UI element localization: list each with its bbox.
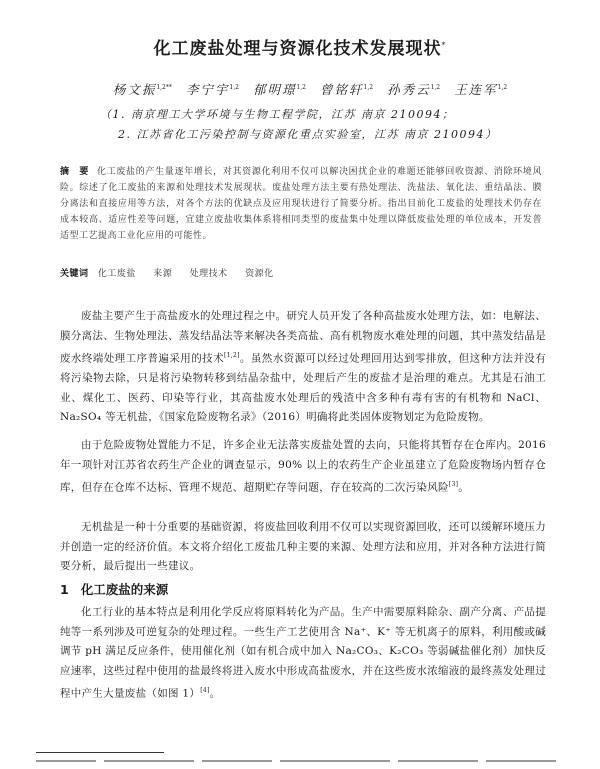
- abstract: [60, 164, 542, 244]
- keywords: [60, 266, 542, 279]
- paper-title-text: 化工废盐处理与资源化技术发展现状: [153, 39, 442, 59]
- author: 李宁宇$^{1,2}$: [185, 82, 239, 97]
- author-list: [40, 80, 580, 98]
- section-title: 化工废盐的来源: [80, 582, 169, 597]
- affiliation-2: 2. 江苏省化工污染控制与资源化重点实验室，江苏 南京 210094）: [118, 128, 498, 141]
- paragraph-2: 由于危险废物处置能力不足，许多企业无法落实废盐处置的去向，只能将其暂存在仓库内。2016 年一项针对江苏省农药生产企业的调查显示，90% 以上的农药生产企业虽建立了危险废物场内暂存仓库，但存在仓库不达标、管理不规范、超期贮存等问题，存在较高的二次污染风险[3]。: [60, 439, 546, 494]
- paragraph-4: 化工行业的基本特点是利用化学反应将原料转化为产品。生产中需要原料除杂、副产分离、产品提纯等一系列涉及可逆复杂的处理过程。一些生产工艺使用含 Na⁺、K⁺ 等无机离子的原料，利用酸或碱调节 pH 满足反应条件，使用催化剂（如有机合成中加入 Na₂CO₃、K₂CO₃ 等弱碱盐催化剂）加快反应速率，这些过程中使用的盐最终将进入废水中形成高盐废水，并在这些废水浓缩液的最终蒸发处理过程中产生大量废盐（如图 1）[4]。: [60, 606, 546, 700]
- section-heading: [60, 580, 168, 598]
- author: 杨文振$^{1,2**}$: [112, 82, 172, 97]
- keyword: 处理技术: [189, 269, 228, 279]
- keyword: 化工废盐: [97, 269, 136, 279]
- paragraph-3: 无机盐是一种十分重要的基础资源，将废盐回收利用不仅可以实现资源回收，还可以缓解环境压力并创造一定的经济价值。本文将介绍化工废盐几种主要的来源、处理方法和应用，并对各种方法进行简要分析，最后提出一些建议。: [60, 521, 546, 572]
- keyword: 来源: [153, 269, 173, 279]
- keyword: 资源化: [245, 269, 274, 279]
- author: 孙秀云$^{1,2}$: [387, 82, 441, 97]
- keywords-label: 关键词: [60, 269, 89, 279]
- citation[interactable]: [3]: [448, 481, 459, 488]
- author: 郁明璟$^{1,2}$: [252, 82, 306, 97]
- footnote-area: [36, 760, 566, 769]
- citation[interactable]: [4]: [200, 687, 210, 694]
- paper-title: [60, 34, 540, 59]
- title-footnote-mark: *: [441, 40, 447, 50]
- abstract-label: 摘 要: [60, 167, 90, 177]
- author: 王连军$^{1,2}$: [454, 82, 508, 97]
- citation[interactable]: [1,2]: [224, 352, 240, 359]
- author: 曾铭轩$^{1,2}$: [320, 82, 374, 97]
- paragraph-1: 废盐主要产生于高盐废水的处理过程之中。研究人员开发了各种高盐废水处理方法，如：电解法、膜分离法、生物处理法、蒸发结晶法等来解决各类高盐、高有机物废水难处理的问题，其中蒸发结晶是废水终端处理工序普遍采用的技术[1,2]。虽然水资源可以经过处理回用达到零排放，但这种方法并没有将污染物去除，只是将污染物转移到结晶杂盐中，处理后产生的废盐才是治理的难点。尤其是石油工业、煤化工、医药、印染等行业，其高盐废水处理后的残渣中含多种有毒有害的有机物和 NaCl、Na₂SO₄ 等无机盐，《国家危险废物名录》（2016）明确将此类固体废物划定为危险废物。: [60, 310, 546, 423]
- affiliation-1: （1. 南京理工大学环境与生物工程学院，江苏 南京 210094；: [100, 108, 455, 121]
- section-number: 1: [60, 582, 69, 597]
- footnote-rule: [36, 752, 164, 753]
- abstract-text: 化工废盐的产生量逐年增长，对其资源化利用不仅可以解决困扰企业的难题还能够回收资源、消除环境风险。综述了化工废盐的来源和处理技术发展现状。废盐处理方法主要有热处理法、洗盐法、氧化法、重结晶法、膜分离法和直接应用等方法，对各个方法的优缺点及应用现状进行了简要分析。指出目前化工废盐的处理技术仍存在成本较高、适应性差等问题，宜建立废盐收集体系将相同类型的废盐集中处理以降低废盐处理的单位成本，开发普适型工艺提高工业化应用的可能性。: [60, 167, 542, 241]
